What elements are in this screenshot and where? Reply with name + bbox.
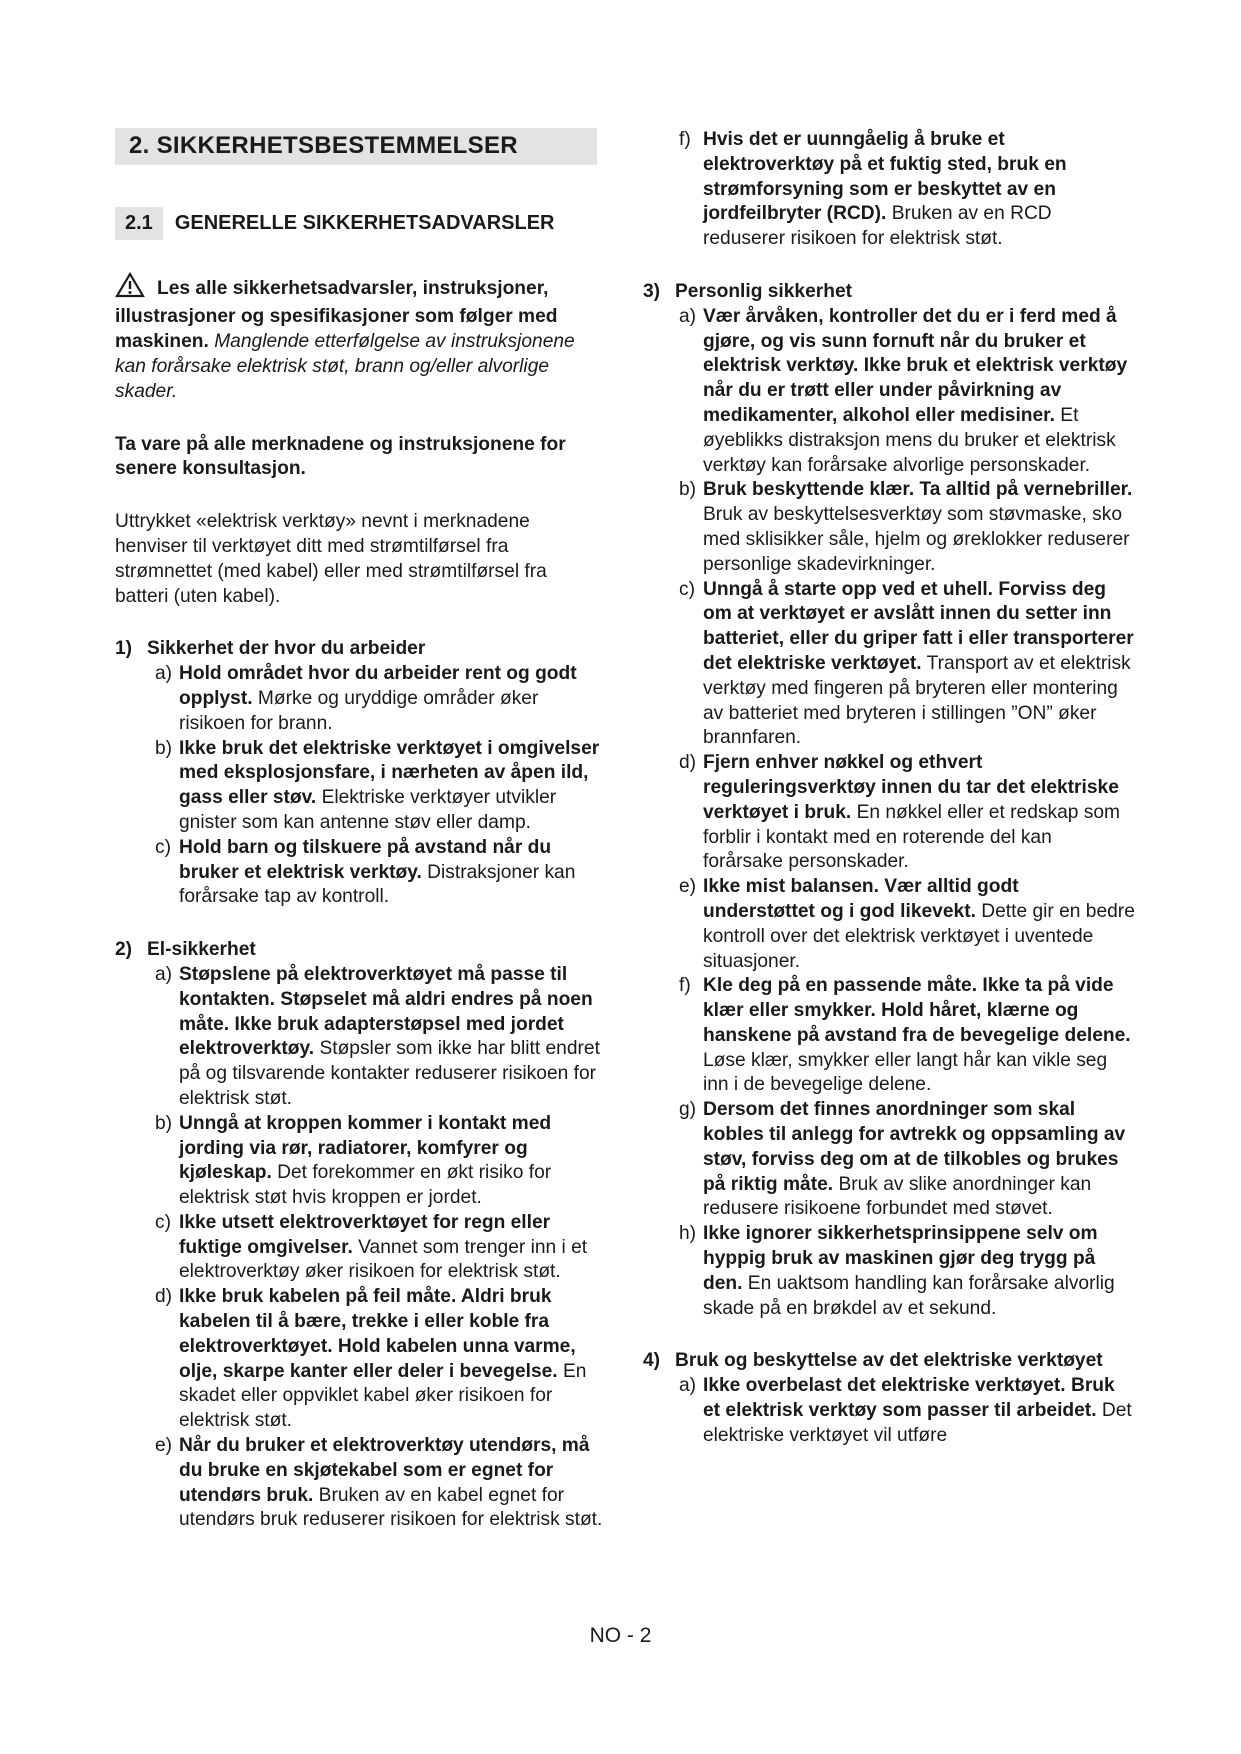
item-label: c) — [679, 578, 695, 600]
item-bold: Ikke overbelast det elektriske verktøyet. Bruk et elektrisk verktøy som passer til arbeidet. — [703, 1375, 1115, 1422]
section-3 — [643, 280, 1135, 1321]
list-item — [155, 1285, 605, 1434]
item-text: Vannet som trenger inn i et elektroverktøy øker risikoen for elektrisk støt. — [179, 1236, 588, 1283]
item-text: Transport av et elektrisk verktøy med fingeren på bryteren eller montering av batteriet med bryteren i stillingen ”ON” øker brannfaren. — [703, 652, 1131, 749]
item-label: a) — [155, 963, 173, 985]
section-4-heading: Bruk og beskyttelse av det elektriske verktøyet — [675, 1350, 1103, 1372]
item-bold: Unngå at kroppen kommer i kontakt med jording via rør, radiatorer, komfyrer og kjøleskap. — [179, 1112, 552, 1184]
item-text: Et øyeblikks distraksjon mens du bruker et elektrisk verktøy kan forårsake alvorlige personskader. — [703, 404, 1116, 476]
section-2-number: 2) — [115, 939, 133, 961]
item-label: a) — [155, 663, 173, 685]
item-bold: Støpslene på elektroverktøyet må passe til kontakten. Støpselet må aldri endres på noen måte. Ikke bruk adapterstøpsel med jordet elektroverktøy. — [179, 963, 593, 1060]
warning-bold: Les alle sikkerhetsadvarsler, instruksjoner, illustrasjoner og spesifikasjoner som følger med maskinen. — [115, 277, 558, 353]
item-text: Bruk av slike anordninger kan redusere risikoene forbundet med støvet. — [703, 1173, 1092, 1220]
section-2-heading: El-sikkerhet — [147, 939, 256, 961]
item-text: En uaktsom handling kan forårsake alvorlig skade på en brøkdel av et sekund. — [703, 1272, 1115, 1319]
item-label: f) — [679, 129, 691, 150]
section-2-title — [115, 938, 605, 963]
item-label: h) — [679, 1223, 697, 1245]
list-item — [679, 578, 1135, 752]
item-label: b) — [679, 479, 697, 501]
list-item — [155, 1434, 605, 1533]
section-4-number: 4) — [643, 1350, 661, 1372]
item-text: Bruken av en RCD reduserer risikoen for elektrisk støt. — [703, 203, 1052, 250]
section-3-heading: Personlig sikkerhet — [675, 280, 853, 302]
section-4 — [643, 1349, 1135, 1448]
item-bold: Ikke ignorer sikkerhetsprinsippene selv om hyppig bruk av maskinen gjør deg trygg på den. — [703, 1223, 1098, 1294]
section-2 — [115, 938, 605, 1533]
item-text: Støpsler som ikke har blitt endret på og tilsvarende kontakter reduserer risikoen for elektrisk støt. — [179, 1038, 600, 1109]
item-label: c) — [155, 1211, 171, 1233]
item-label: b) — [155, 1112, 173, 1134]
item-bold: Når du bruker et elektroverktøy utendørs, må du bruke en skjøtekabel som er egnet for utendørs bruk. — [179, 1435, 590, 1506]
list-item — [679, 974, 1135, 1098]
list-item — [679, 1374, 1135, 1448]
subsection-title: GENERELLE SIKKERHETSADVARSLER — [174, 211, 555, 234]
warning-italic: Manglende etterfølgelse av instruksjonene kan forårsake elektrisk støt, brann og/eller alvorlige skader. — [115, 331, 575, 402]
list-item — [679, 478, 1135, 577]
item-bold: Bruk beskyttende klær. Ta alltid på vernebriller. — [703, 479, 1133, 501]
list-item — [679, 305, 1135, 479]
item-text: Bruken av en kabel egnet for utendørs bruk reduserer risikoen for elektrisk støt. — [179, 1484, 603, 1531]
item-bold: Kle deg på en passende måte. Ikke ta på vide klær eller smykker. Hold håret, klærne og hanskene på avstand fra de bevegelige delene. — [703, 975, 1131, 1046]
item-bold: Dersom det finnes anordninger som skal kobles til anlegg for avtrekk og oppsamling av støv, forviss deg om at de tilkobles og brukes på riktig måte. — [703, 1099, 1126, 1195]
item-bold: Unngå å starte opp ved et uhell. Forviss deg om at verktøyet er avslått innen du setter inn batteriet, eller du griper fatt i eller transporterer det elektriske verktøyet. — [703, 578, 1134, 674]
section-3-number: 3) — [643, 280, 661, 302]
list-item — [155, 1211, 605, 1285]
section-1-title — [115, 637, 605, 662]
item-bold: Hvis det er uunngåelig å bruke et elektroverktøy på et fuktig sted, bruk en strømforsyning som er beskyttet av en jordfeilbryter (RCD). — [703, 129, 1067, 225]
item-bold: Vær årvåken, kontroller det du er i ferd med å gjøre, og vis sunn fornuft når du bruker et elektrisk verktøy. Ikke bruk et elektrisk verktøy når du er trøtt eller under påvirkning av medikamenter, alkohol eller medisiner. — [703, 305, 1128, 426]
item-label: c) — [155, 836, 171, 858]
page-number: NO - 2 — [589, 1624, 652, 1647]
item-label: e) — [679, 876, 697, 898]
section-1-number: 1) — [115, 638, 133, 660]
item-bold: Ikke bruk kabelen på feil måte. Aldri bruk kabelen til å bære, trekke i eller koble fra elektroverktøyet. Hold kabelen unna varme, olje, skarpe kanter eller deler i bevegelse. — [179, 1286, 576, 1382]
section-4-title — [643, 1349, 1135, 1374]
list-item — [155, 836, 605, 910]
keep-instructions-note: Ta vare på alle merknadene og instruksjonene for senere konsultasjon. — [115, 433, 566, 480]
list-item — [679, 1222, 1135, 1321]
item-label: f) — [679, 975, 691, 997]
item-text: Dette gir en bedre kontroll over det elektrisk verktøyet i uventede situasjoner. — [703, 900, 1135, 972]
item-label: e) — [155, 1435, 173, 1457]
item-text: Elektriske verktøyer utvikler gnister som kan antenne støv eller damp. — [179, 787, 557, 833]
item-label: d) — [679, 752, 697, 774]
item-text: Det elektriske verktøyet vil utføre — [703, 1400, 1132, 1446]
list-item — [679, 875, 1135, 974]
list-item — [679, 751, 1135, 875]
list-item — [155, 1112, 605, 1211]
left-column — [115, 128, 605, 1533]
item-bold: Fjern enhver nøkkel og ethvert reguleringsverktøy innen du tar det elektriske verktøyet i bruk. — [703, 752, 1119, 823]
item-text: Mørke og uryddige områder øker risikoen for brann. — [179, 687, 539, 734]
item-text: En nøkkel eller et redskap som forblir i kontakt med en roterende del kan forårsake personskader. — [703, 801, 1120, 873]
section-3-title — [643, 280, 1135, 305]
item-label: a) — [679, 305, 697, 327]
list-item — [155, 662, 605, 736]
intro-paragraph: Uttrykket «elektrisk verktøy» nevnt i merknadene henviser til verktøyet ditt med strømtilførsel fra strømnettet (med kabel) eller med strømtilførsel fra batteri (uten kabel). — [115, 511, 547, 607]
section-1-heading: Sikkerhet der hvor du arbeider — [147, 638, 426, 660]
warning-paragraph — [115, 272, 605, 405]
list-item — [155, 737, 605, 836]
right-column — [643, 128, 1135, 1449]
item-label: g) — [679, 1099, 697, 1121]
item-text: Distraksjoner kan forårsake tap av kontroll. — [179, 861, 576, 908]
item-bold: Hold barn og tilskuere på avstand når du bruker et elektrisk verktøy. — [179, 836, 552, 883]
subsection-number: 2.1 — [115, 207, 163, 240]
list-item — [155, 963, 605, 1112]
section-1 — [115, 637, 605, 910]
item-text: Det forekommer en økt risiko for elektrisk støt hvis kroppen er jordet. — [179, 1162, 552, 1209]
subsection-heading — [115, 207, 605, 240]
item-bold: Hold området hvor du arbeider rent og godt opplyst. — [179, 663, 577, 709]
item-bold: Ikke mist balansen. Vær alltid godt understøttet og i god likevekt. — [703, 876, 1019, 922]
list-item — [679, 1098, 1135, 1222]
warning-triangle-icon — [115, 272, 145, 306]
list-item — [679, 128, 1135, 252]
item-text: En skadet eller oppviklet kabel øker risikoen for elektrisk støt. — [179, 1360, 587, 1432]
item-text: Løse klær, smykker eller langt hår kan vikle seg inn i de bevegelige delene. — [703, 1049, 1108, 1096]
item-text: Bruk av beskyttelsesverktøy som støvmaske, sko med sklisikker såle, hjelm og øreklokker reduserer personlige skadevirkninger. — [703, 504, 1130, 575]
item-label: a) — [679, 1375, 697, 1397]
item-bold: Ikke utsett elektroverktøyet for regn eller fuktige omgivelser. — [179, 1211, 551, 1258]
item-label: b) — [155, 737, 173, 759]
item-bold: Ikke bruk det elektriske verktøyet i omgivelser med eksplosjonsfare, i nærheten av åpen ild, gass eller støv. — [179, 737, 600, 809]
item-label: d) — [155, 1286, 173, 1308]
section-heading: 2. SIKKERHETSBESTEMMELSER — [115, 128, 597, 165]
